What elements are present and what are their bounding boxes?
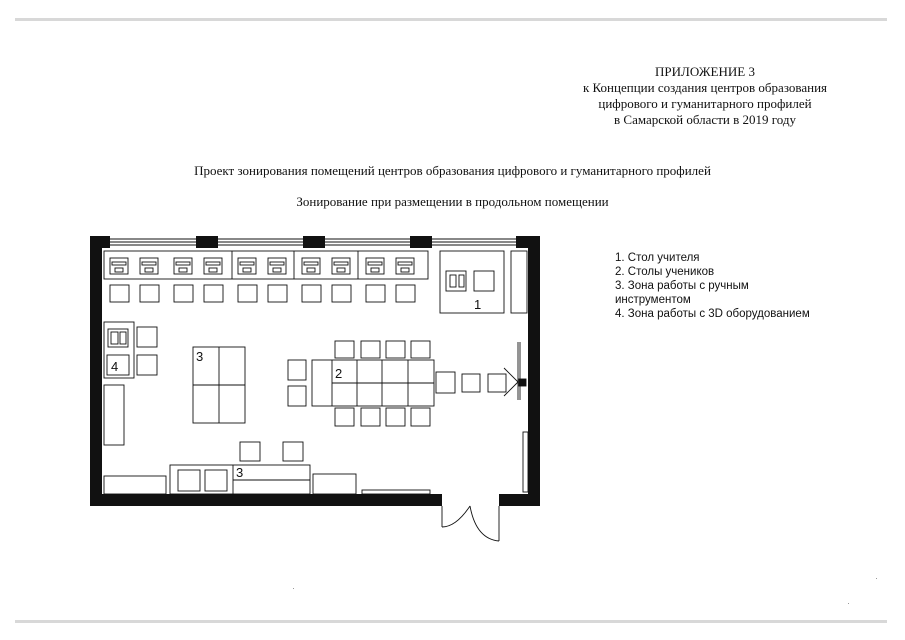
appendix-line-2: к Концепции создания центров образования xyxy=(582,80,828,95)
legend xyxy=(615,251,815,321)
wall-cabinet-right xyxy=(511,251,527,313)
fan-symbol xyxy=(504,342,526,400)
window-2 xyxy=(218,239,303,245)
scan-dot-3 xyxy=(293,588,294,589)
appendix-title: ПРИЛОЖЕНИЕ 3 xyxy=(655,64,755,79)
scan-dot-1 xyxy=(876,578,877,579)
plan-label-3-bottom: 3 xyxy=(236,465,244,480)
wall-top-left xyxy=(90,236,110,248)
teacher-chair xyxy=(474,271,494,291)
bottom-chair-1 xyxy=(240,442,260,461)
student-computer-chair xyxy=(140,285,159,302)
legend-item-student-desks: 2. Столы учеников xyxy=(615,266,715,278)
plan-label-3-center: 3 xyxy=(196,349,204,364)
student-chair-left-1 xyxy=(288,360,306,380)
printer-chair-1 xyxy=(137,327,157,347)
appendix-line-4: в Самарской области в 2019 году xyxy=(614,112,796,127)
student-chair-top xyxy=(411,341,430,358)
bottom-radiator xyxy=(362,490,430,494)
wall-bottom-right xyxy=(499,494,540,506)
student-chair-top xyxy=(361,341,380,358)
student-computer-chair xyxy=(302,285,321,302)
right-wall-panel xyxy=(523,432,528,492)
wall-bottom-left xyxy=(90,494,442,506)
wall-top-right xyxy=(516,236,540,248)
wall-left xyxy=(90,236,102,506)
student-computer-chair xyxy=(366,285,385,302)
scan-dot-2 xyxy=(848,603,849,604)
legend-item-3d-zone: 4. Зона работы с 3D оборудованием xyxy=(615,308,810,320)
student-chair-left-2 xyxy=(288,386,306,406)
student-computer-chair xyxy=(332,285,351,302)
bottom-rule xyxy=(15,620,887,623)
plan-label-1: 1 xyxy=(474,297,482,312)
bottom-chair-2 xyxy=(283,442,303,461)
student-chair-end-3 xyxy=(488,374,506,392)
student-chair-end-1 xyxy=(436,372,455,393)
student-chair-bottom xyxy=(411,408,430,426)
wall-right xyxy=(528,236,540,506)
printer-stand xyxy=(104,322,134,378)
student-chair-top xyxy=(335,341,354,358)
student-computer-chair xyxy=(396,285,415,302)
printer-chair-2 xyxy=(137,355,157,375)
plan-label-2: 2 xyxy=(335,366,343,381)
student-chair-bottom xyxy=(386,408,405,426)
left-cabinet xyxy=(104,385,124,445)
appendix-header xyxy=(555,64,855,128)
window-4 xyxy=(432,239,516,245)
student-computer-chair xyxy=(238,285,257,302)
window-3 xyxy=(325,239,410,245)
door xyxy=(442,506,499,541)
bottom-cabinet-right xyxy=(313,474,356,494)
plan-label-4: 4 xyxy=(111,359,119,374)
student-chair-end-2 xyxy=(462,374,480,392)
zoning-subtitle: Зонирование при размещении в продольном помещении xyxy=(296,194,609,209)
top-rule xyxy=(15,18,887,21)
wall-pillar-1 xyxy=(196,236,218,248)
student-computer-chair xyxy=(204,285,223,302)
bottom-cabinet-left xyxy=(104,476,166,494)
wall-pillar-2 xyxy=(303,236,325,248)
window-1 xyxy=(110,239,196,245)
project-title: Проект зонирования помещений центров образования цифрового и гуманитарного профилей xyxy=(194,163,711,178)
student-computer-chair xyxy=(268,285,287,302)
student-computer-chair xyxy=(174,285,193,302)
legend-item-teacher-desk: 1. Стол учителя xyxy=(615,252,700,264)
wall-pillar-3 xyxy=(410,236,432,248)
student-computer-chair xyxy=(110,285,129,302)
student-chair-bottom xyxy=(335,408,354,426)
appendix-line-3: цифрового и гуманитарного профилей xyxy=(598,96,812,111)
legend-item-hand-tools-zone: 3. Зона работы с ручным инструментом xyxy=(615,280,749,306)
student-chair-bottom xyxy=(361,408,380,426)
student-chair-top xyxy=(386,341,405,358)
floor-plan xyxy=(85,230,555,550)
